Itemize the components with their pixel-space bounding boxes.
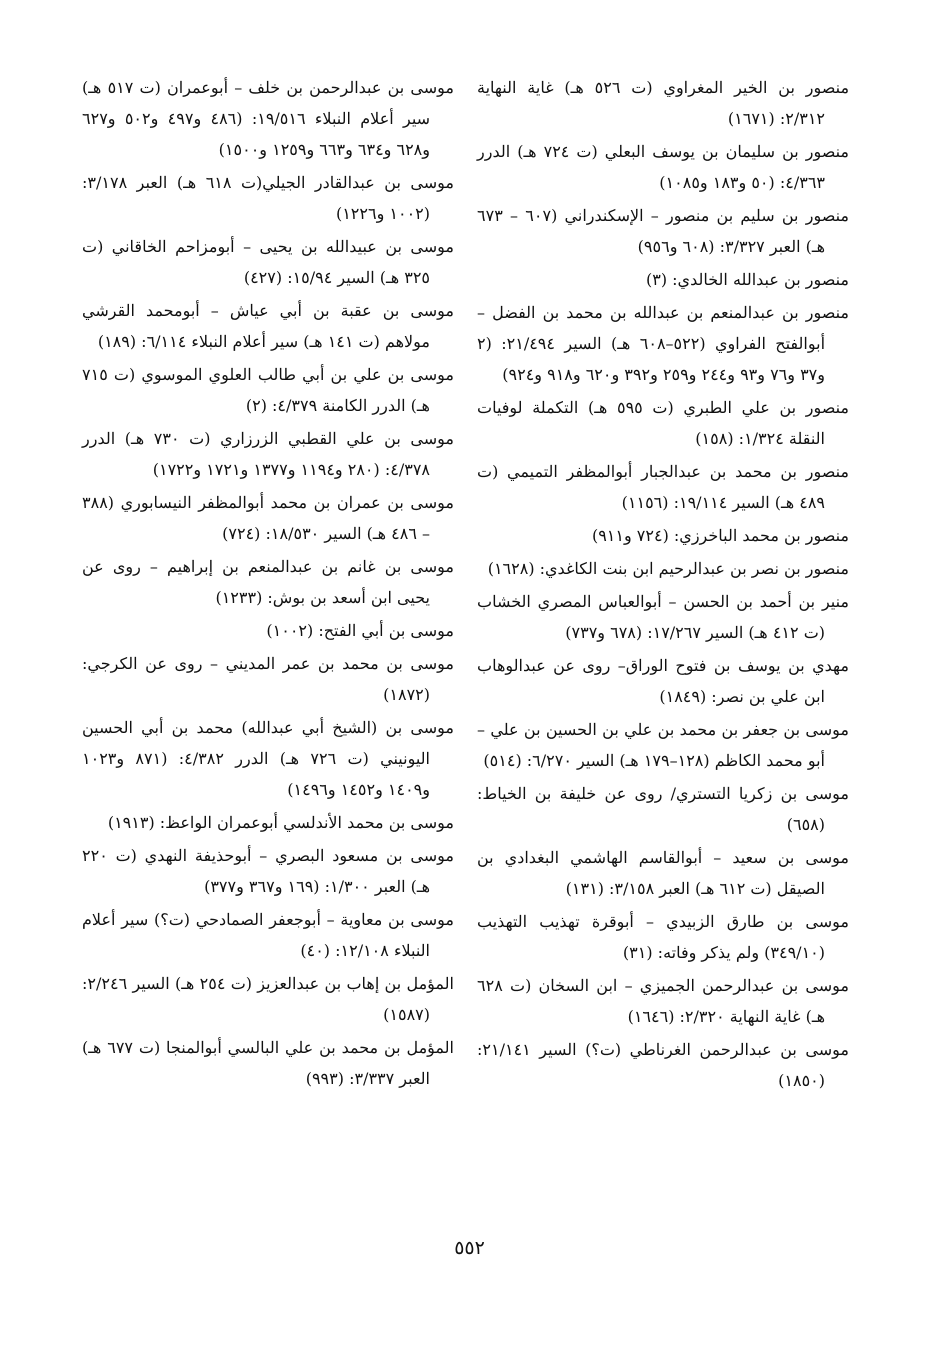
index-entry: المؤمل بن محمد بن علي البالسي أبوالمنجا (ت ٦٧٧ هـ) العبر ٣/٣٣٧: (٩٩٣) — [82, 1038, 455, 1088]
index-entry: موسى بن عبدالرحمن الجميزي – ابن السخان (ت ٦٢٨ هـ) غاية النهاية ٢/٣٢٠: (١٦٤٦) — [477, 976, 849, 1026]
page-number: ٥٥٢ — [454, 1237, 485, 1259]
index-entry: موسى بن طارق الزبيدي – أبوقرة تهذيب التهذيب (٣٤٩/١٠) ولم يذكر وفاته: (٣١) — [477, 912, 849, 962]
index-entry: منصور بن عبدالله الخالدي: (٣) — [645, 270, 849, 289]
index-entry: موسى بن (الشيخ أبي عبدالله) محمد بن أبي الحسين اليونيني (ت ٧٢٦ هـ) الدرر ٤/٣٨٢: (٨٧١ و١٠٢٣ و١٤٠٩ و١٤٥٢ و١٤٩٦) — [82, 718, 454, 799]
index-entry: موسى بن غانم بن عبدالمنعم بن إبراهيم – روى عن يحيى ابن أسعد بن بوش: (١٢٣٣) — [82, 557, 454, 607]
index-entry: موسى بن عقبة بن أبي عياش – أبومحمد القرشي مولاهم (ت ١٤١ هـ) سير أعلام النبلاء ٦/١١٤: (١٨٩) — [82, 301, 454, 351]
index-entry: موسى بن عبدالرحمن بن خلف – أبوعمران (ت ٥١٧ هـ) سير أعلام النبلاء ١٩/٥١٦: (٤٨٦ و٤٩٧ و٥٠٢ و٦٢٧ و٦٢٨ و٦٣٤ و٦٦٣ و١٢٥٩ و١٥٠٠) — [82, 78, 455, 159]
index-entry: موسى بن محمد بن عمر المديني – روى عن الكرجي: (١٨٧٢) — [82, 654, 454, 704]
index-entry: موسى بن عبيدالله بن يحيى – أبومزاحم الخاقاني (ت ٣٢٥ هـ) السير ١٥/٩٤: (٤٢٧) — [82, 237, 454, 287]
index-entry: منصور بن محمد الباخرزي: (٧٢٤ و٩١١) — [591, 526, 849, 545]
index-entry: المؤمل بن إهاب بن عبدالعزيز (ت ٢٥٤ هـ) السير ٢/٢٤٦: (١٥٨٧) — [82, 974, 454, 1024]
index-entry: موسى بن سعيد – أبوالقاسم الهاشمي البغدادي بن الصيقل (ت ٦١٢ هـ) العبر ٣/١٥٨: (١٣١) — [477, 848, 849, 898]
index-entry: موسى بن محمد الأندلسي أبوعمران الواعظ: (١٩١٣) — [107, 813, 454, 832]
index-entry: منير بن أحمد بن الحسن – أبوالعباس المصري الخشاب (ت ٤١٢ هـ) السير ١٧/٢٦٧: (٦٧٨ و٧٣٧) — [477, 592, 849, 642]
index-entry: منصور بن نصر بن عبدالرحيم ابن بنت الكاغدي: (١٦٢٨) — [487, 559, 849, 578]
index-entry: موسى بن مسعود البصري – أبوحذيفة النهدي (ت ٢٢٠ هـ) العبر ١/٣٠٠: (١٦٩ و٣٦٧ و٣٧٧) — [82, 846, 454, 896]
index-entry: موسى بن أبي الفتح: (١٠٠٢) — [266, 621, 454, 640]
index-entry: منصور بن الخير المغراوي (ت ٥٢٦ هـ) غاية النهاية ٢/٣١٢: (١٦٧١) — [477, 78, 850, 128]
index-entry: موسى بن عمران بن محمد أبوالمظفر النيسابوري (٣٨٨ – ٤٨٦ هـ) السير ١٨/٥٣٠: (٧٢٤) — [82, 493, 454, 543]
index-entry: منصور بن سليمان بن يوسف البعلي (ت ٧٢٤ هـ) الدرر ٤/٣٦٣: (٥٠ و١٨٣ و١٠٨٥) — [477, 142, 849, 192]
index-entry: موسى بن علي بن أبي طالب العلوي الموسوي (ت ٧١٥ هـ) الدرر الكامنة ٤/٣٧٩: (٢) — [82, 365, 454, 415]
index-entry: موسى بن زكريا التستري/ روى عن خليفة بن الخياط: (٦٥٨) — [477, 784, 849, 834]
index-entry: موسى بن عبدالقادر الجيلي(ت ٦١٨ هـ) العبر ٣/١٧٨: (١٠٠٢ و١٢٢٦) — [82, 173, 454, 223]
left-column — [82, 72, 454, 1096]
index-entry: منصور بن عبدالمنعم بن عبدالله بن محمد بن الفضل – أبوالفتح الفراوي (٥٢٢–٦٠٨ هـ) السير ٢١/٤٩٤: (٢ و٣٧ و٧٦ و٩٣ و٢٤٤ و٢٥٩ و٣٩٢ و٦٢٠ و٩١٨ و٩٢٤) — [477, 303, 849, 384]
index-entry: موسى بن علي القطبي الزرزاري (ت ٧٣٠ هـ) الدرر ٤/٣٧٨: (٢٨٠ و١١٩٤ و١٣٧٧ و١٧٢١ و١٧٢٢) — [82, 429, 454, 479]
index-entry: مهدي بن يوسف بن فتوح الوراق– روى عن عبدالوهاب ابن علي بن نصر: (١٨٤٩) — [477, 656, 849, 706]
right-column — [477, 72, 849, 1098]
index-entry: منصور بن سليم بن منصور – الإسكندراني (٦٠٧ – ٦٧٣ هـ) العبر ٣/٣٢٧: (٦٠٨ و٩٥٦) — [477, 206, 850, 256]
index-entry: موسى بن جعفر بن محمد بن علي بن الحسين بن علي – أبو محمد الكاظم (١٢٨–١٧٩ هـ) السير ٦/٢٧٠: (٥١٤) — [477, 720, 849, 770]
index-entry: موسى بن عبدالرحمن الغرناطي (ت؟) السير ٢١/١٤١: (١٨٥٠) — [477, 1040, 849, 1090]
index-entry: منصور بن علي الطبري (ت ٥٩٥ هـ) التكملة لوفيات النقلة ١/٣٢٤: (١٥٨) — [477, 398, 850, 448]
index-entry: موسى بن معاوية – أبوجعفر الصمادحي (ت؟) سير أعلام النبلاء ١٢/١٠٨: (٤٠) — [82, 910, 454, 960]
index-entry: منصور بن محمد بن عبدالجبار أبوالمظفر التميمي (ت ٤٨٩ هـ) السير ١٩/١١٤: (١١٥٦) — [477, 462, 849, 512]
